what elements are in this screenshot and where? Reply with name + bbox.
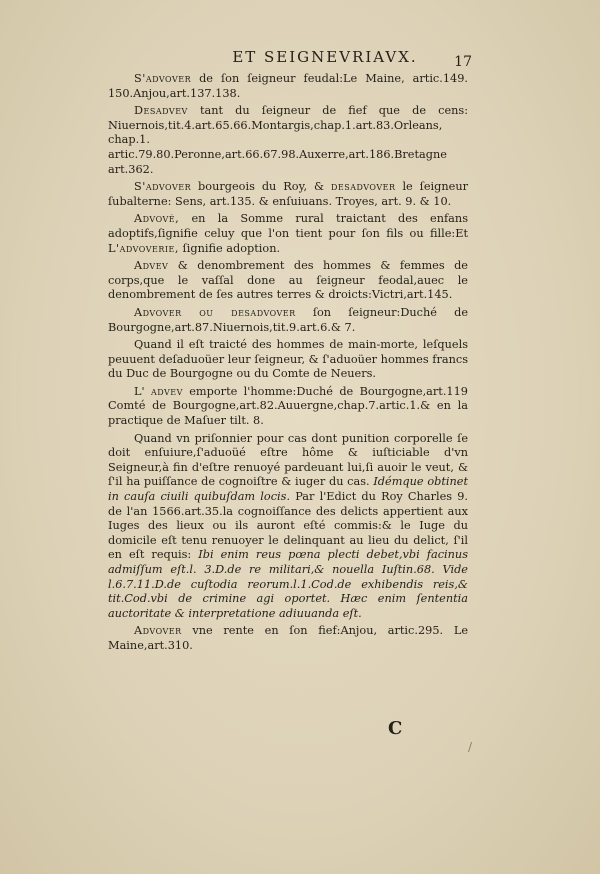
paragraph-3 (108, 180, 468, 209)
paragraph-text: le ſeigneur ſubalterne: Sens, art.135. & enſuiuans. Troyes, art. 9. & 10. (108, 180, 469, 208)
paragraph-1 (108, 72, 468, 101)
paragraph-text: Par l'Edict du Roy Charles 9. de l'an 1566.art.35.la cognoiſſance des delicts appertient aux Iuges des lieux ou ils auront eſté commis:& le Iuge du domicile eſt tenu renuoyer le delinquant au lieu du delict, ſ'il en eſt requis: (108, 490, 468, 562)
term: Desadvev (134, 104, 188, 118)
paragraph-7 (108, 338, 468, 382)
paragraph-4 (108, 212, 468, 256)
term: Advover (134, 624, 182, 638)
paragraph-text: tant du ſeigneur de fief que de cens: Niuernois,tit.4.art.65.66.Montargis,chap.1.art.83.Orleans, chap.1. artic.79.80.Peronne,art.66.67.98.Auxerre,art.186.Bretagne art.362. (108, 104, 469, 176)
page-body (108, 72, 468, 657)
latin-quote: Idémque obtinet in cauſa ciuili quibuſdam locis. (108, 475, 468, 504)
paragraph-text: Quand il eſt traicté des hommes de main-morte, leſquels peuuent deſaduoüer leur ſeigneur, & ſ'aduoüer hommes francs du Duc de Bourgogne ou du Comte de Neuers. (108, 338, 468, 381)
paragraph-text: vne rente en ſon fief:Anjou, artic.295. Le Maine,art.310. (108, 624, 468, 652)
term: Advové, (134, 212, 180, 226)
term: Advover ou desadvover (134, 305, 296, 319)
paragraph-text: Quand vn priſonnier pour cas dont punition corporelle ſe doit enſuiure,ſ'aduoüé eſtre hôme & iuſticiable d'vn Seigneur,à fin d'eſtre renuoyé pardeuant lui,ſi auoir le veut, & ſ'il ha puiſſance de cognoiſtre & iuger du cas. (108, 431, 468, 489)
paragraph-6 (108, 306, 468, 335)
page-number: 17 (454, 54, 472, 70)
signature-mark: C (388, 718, 403, 739)
term: S'advover (134, 180, 192, 194)
term: desadvover (331, 180, 396, 194)
paragraph-2 (108, 104, 468, 177)
paragraph-text: L' (134, 384, 145, 398)
paragraph-text: emporte l'homme:Duché de Bourgogne,art.119 Comté de Bourgogne,art.82.Auuergne,chap.7.artic.1.& en la practique de Maſuer tilt. 8. (108, 384, 468, 428)
term: advev (150, 384, 183, 398)
paragraph-text: de ſon ſeigneur feudal:Le Maine, artic.149. 150.Anjou,art.137.138. (108, 72, 468, 100)
term: Advev (134, 259, 169, 273)
paragraph-10 (108, 624, 468, 653)
paragraph-5 (108, 259, 468, 303)
running-head: ET SEIGNEVRIAVX. (232, 48, 418, 66)
term: L'advoverie, (108, 241, 179, 255)
paragraph-text: & denombrement des hommes & femmes de corps,que le vaſſal done au ſeigneur feodal,auec le denombrement de ſes autres terres & droicts:Victri,art.145. (108, 259, 468, 302)
paragraph-9 (108, 432, 468, 622)
margin-mark: / (468, 740, 473, 754)
paragraph-8 (108, 385, 468, 429)
paragraph-text: bourgeois du Roy, & (198, 180, 325, 194)
paragraph-text: ſignifie adoption. (182, 241, 281, 255)
latin-quote: Ibi enim reus pœna plecti debet,vbi facinus admiſſum eſt.l. 3.D.de re militari,& nouella Iuſtin.68. Vide l.6.7.11.D.de cuſtodia reorum.l.1.Cod.de exhibendis reis,& tit.Cod.vbi de crimine agi oportet. Hæc enim ſententia auctoritate & interpretatione adiuuanda eſt. (108, 548, 468, 620)
term: S'advover (134, 72, 192, 85)
paragraph-text: ſon ſeigneur:Duché de Bourgogne,art.87.Niuernois,tit.9.art.6.& 7. (108, 305, 469, 334)
paragraph-text: en la Somme rural traictant des enfans adoptifs,ſignifie celuy que l'on tient pour ſon fils ou fille:Et (108, 212, 468, 240)
